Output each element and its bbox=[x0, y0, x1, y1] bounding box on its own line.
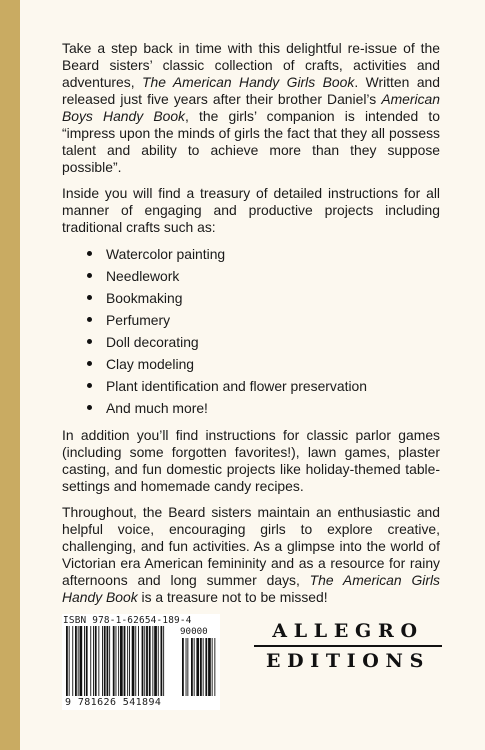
isbn-barcode bbox=[62, 614, 220, 710]
publisher-name-line1: ALLEGRO bbox=[254, 620, 442, 647]
publisher-logo bbox=[254, 620, 442, 672]
addition-paragraph: In addition you’ll find instructions for classic parlor games (including some forgotten favorites!), lawn games, plaster casting, and fun domestic projects like holiday-themed table-settings and homemade candy recipes. bbox=[62, 427, 440, 494]
list-item: And much more! bbox=[62, 399, 440, 421]
bullet-icon bbox=[87, 405, 92, 410]
list-item: Bookmaking bbox=[62, 289, 440, 311]
bullet-icon bbox=[87, 251, 92, 256]
list-item: Needlework bbox=[62, 267, 440, 289]
bullet-icon bbox=[87, 339, 92, 344]
bullet-icon bbox=[87, 317, 92, 322]
publisher-name-line2: EDITIONS bbox=[265, 650, 431, 672]
barcode-bars bbox=[62, 626, 220, 698]
back-cover-text bbox=[62, 40, 440, 615]
intro-book-title: The American Handy Girls Book bbox=[142, 74, 355, 90]
bullet-icon bbox=[87, 273, 92, 278]
price-addon: 90000 bbox=[180, 626, 208, 637]
closing-text-1: Throughout, the Beard sisters maintain an enthusiastic and helpful voice, encouraging girls to explore creative, challenging, and fun activities. As a glimpse into the world of Victorian era American femininity and as a resource for rainy afternoons and long summer days, bbox=[62, 504, 440, 588]
list-item: Watercolor painting bbox=[62, 245, 440, 267]
bullet-icon bbox=[87, 383, 92, 388]
list-item: Doll decorating bbox=[62, 333, 440, 355]
closing-paragraph bbox=[62, 504, 440, 606]
inside-paragraph: Inside you will find a treasury of detailed instructions for all manner of engaging and productive projects including traditional crafts such as: bbox=[62, 185, 440, 235]
crafts-list bbox=[62, 245, 440, 421]
list-item: Perfumery bbox=[62, 311, 440, 333]
intro-text-1: Take a step back in time with this delightful re-issue of the Beard sisters’ classic collection of crafts, activities and adventures, bbox=[62, 40, 440, 90]
list-item: Clay modeling bbox=[62, 355, 440, 377]
intro-text-3: , the girls’ companion is intended to “impress upon the minds of girls the fact that they all possess talent and ability to achieve more than they suppose possible”. bbox=[62, 108, 440, 175]
ean-number: 9 781626 541894 bbox=[65, 697, 162, 708]
list-item: Plant identification and flower preservation bbox=[62, 377, 440, 399]
spine-stripe bbox=[0, 0, 20, 750]
closing-text-2: is a treasure not to be missed! bbox=[137, 589, 328, 605]
intro-brother-book-title: American Boys Handy Book bbox=[62, 91, 440, 124]
intro-text-2: . Written and released just five years after their brother Daniel’s bbox=[62, 74, 440, 107]
intro-paragraph bbox=[62, 40, 440, 176]
bullet-icon bbox=[87, 295, 92, 300]
isbn-label: ISBN 978-1-62654-189-4 bbox=[63, 615, 192, 626]
bullet-icon bbox=[87, 361, 92, 366]
closing-book-title: The American Girls Handy Book bbox=[62, 572, 440, 605]
